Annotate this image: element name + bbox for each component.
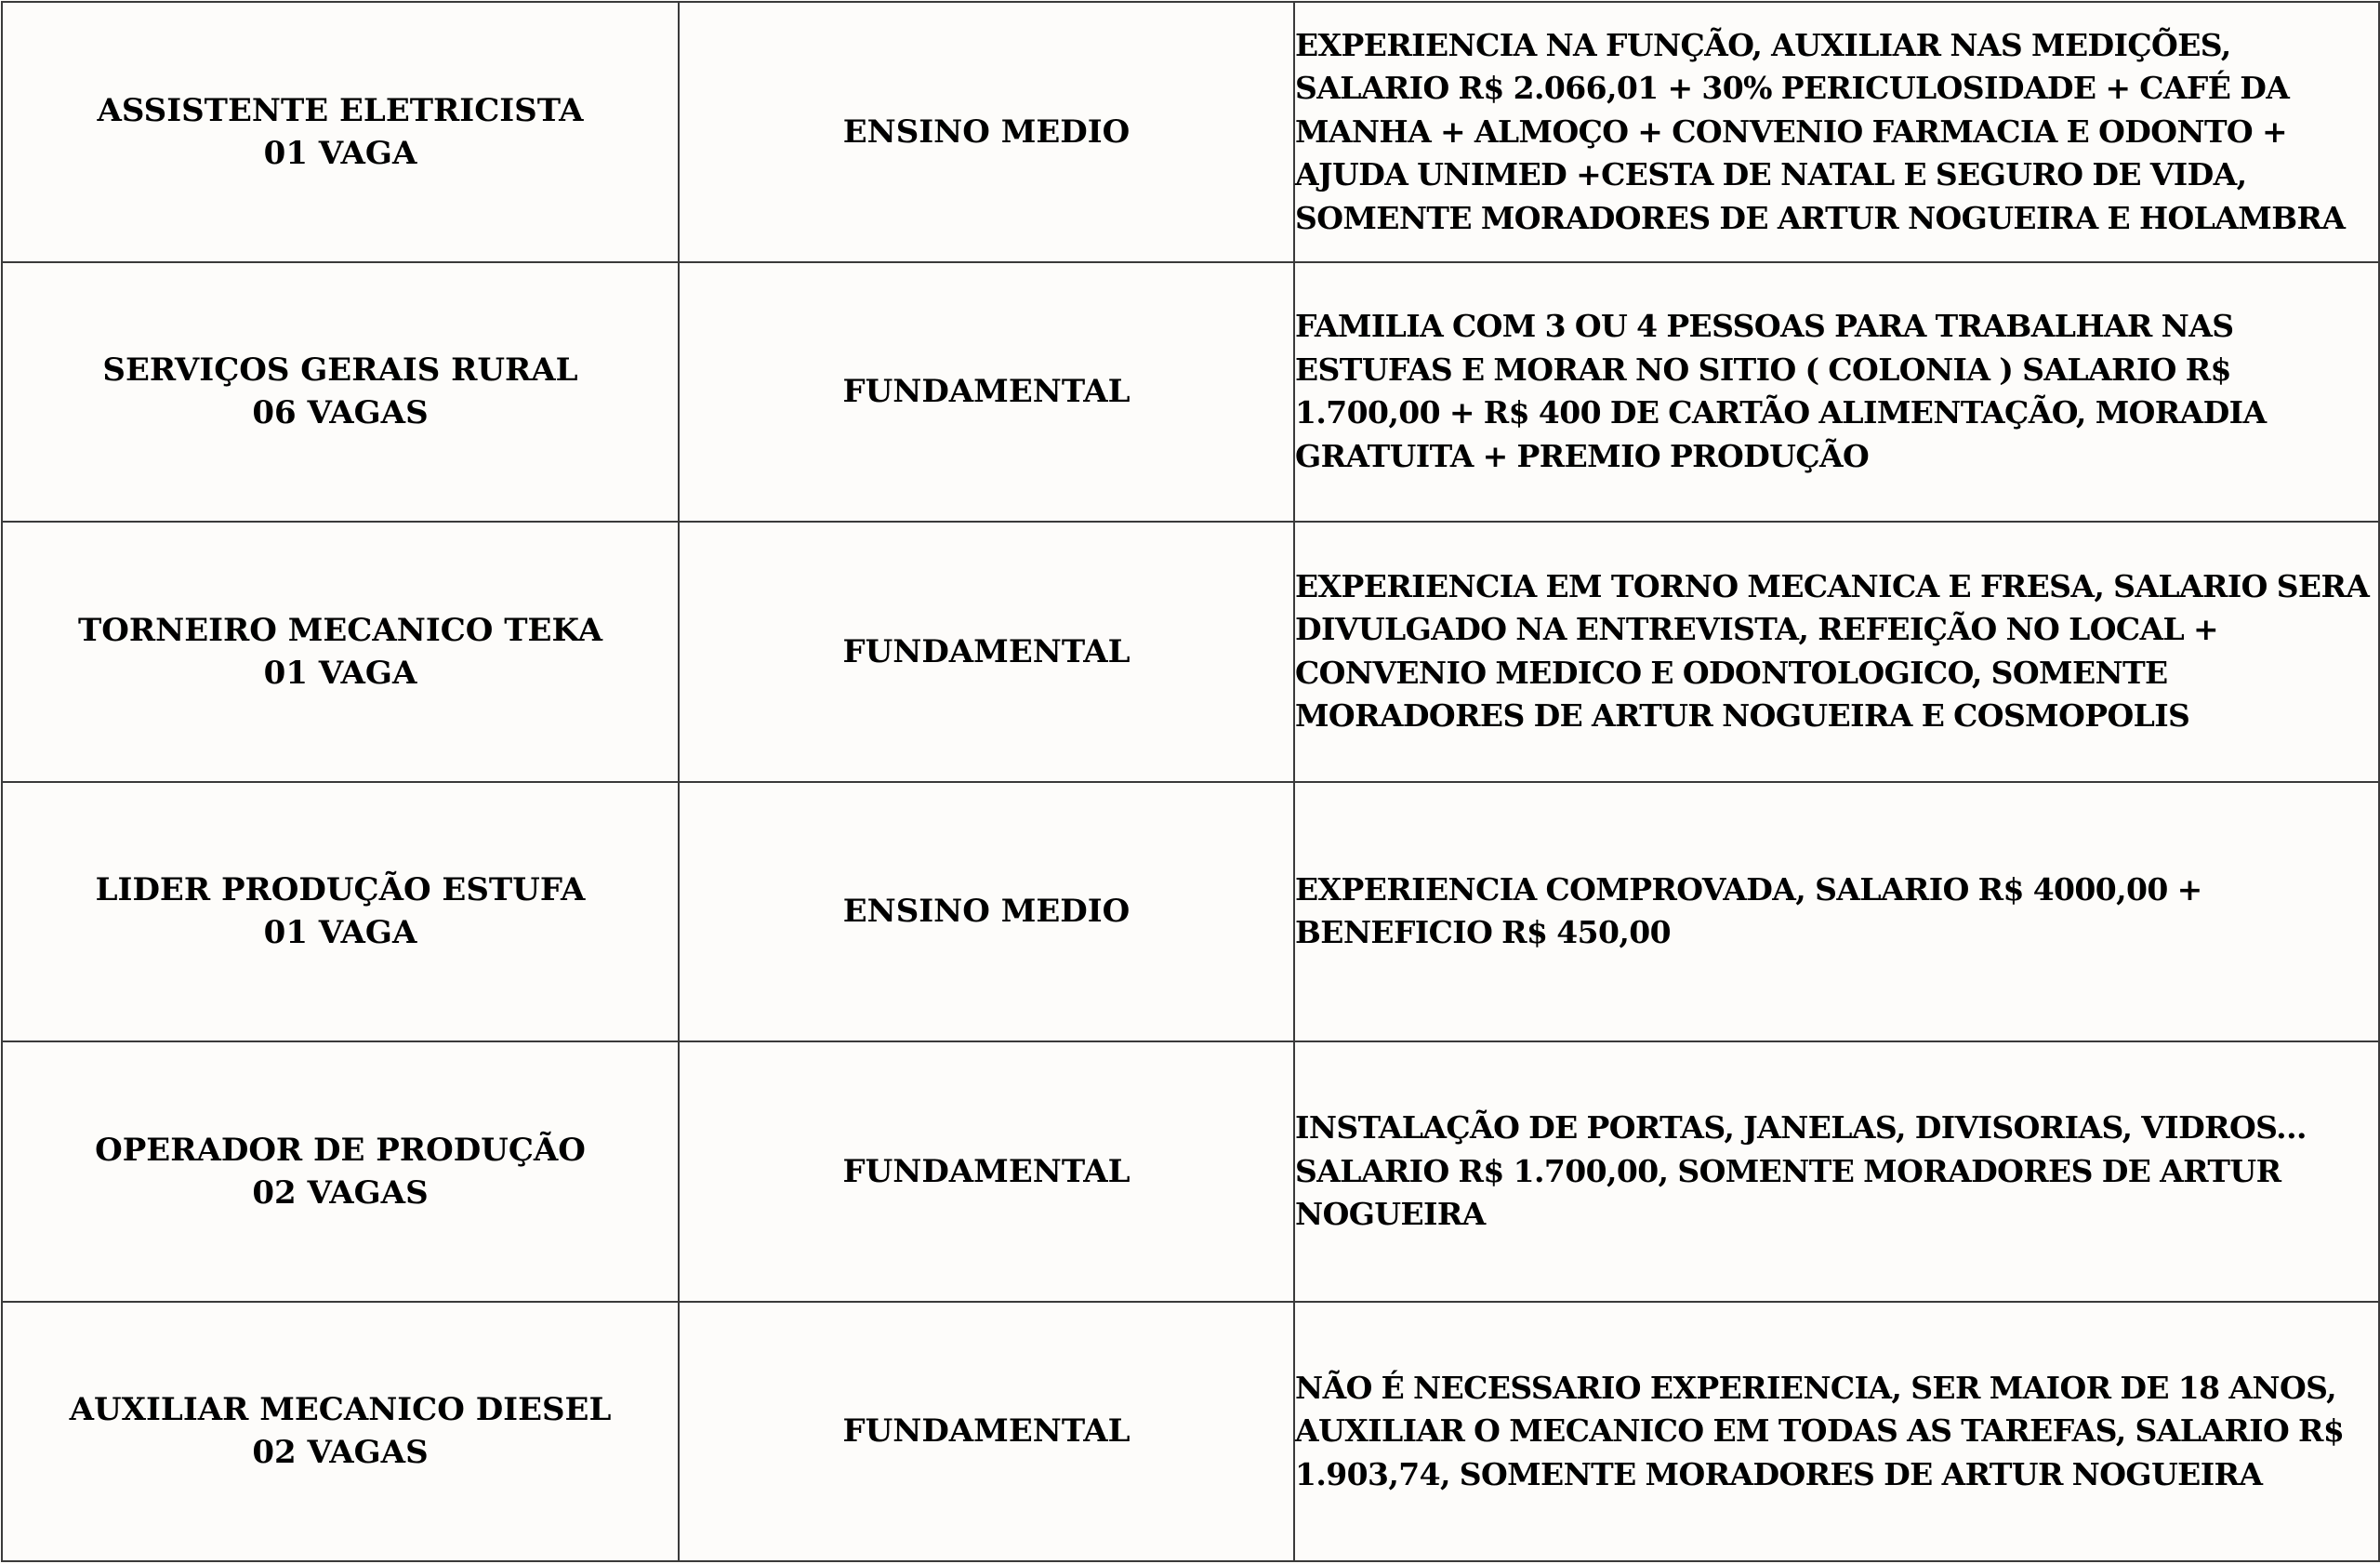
table-row bbox=[2, 522, 2379, 782]
job-description: FAMILIA COM 3 OU 4 PESSOAS PARA TRABALHAR NAS ESTUFAS E MORAR NO SITIO ( COLONIA ) SALARIO R$ 1.700,00 + R$ 400 DE CARTÃO ALIMENTAÇÃO, MORADIA GRATUITA + PREMIO PRODUÇÃO bbox=[1294, 262, 2379, 523]
education-level: FUNDAMENTAL bbox=[679, 1302, 1294, 1562]
job-title: ASSISTENTE ELETRICISTA bbox=[97, 91, 584, 129]
vacancy-count: 06 VAGAS bbox=[252, 394, 429, 432]
job-vacancies-table bbox=[1, 1, 2380, 1562]
education-level: FUNDAMENTAL bbox=[679, 1041, 1294, 1302]
job-description: INSTALAÇÃO DE PORTAS, JANELAS, DIVISORIAS, VIDROS... SALARIO R$ 1.700,00, SOMENTE MORADORES DE ARTUR NOGUEIRA bbox=[1294, 1041, 2379, 1302]
job-title-cell bbox=[2, 262, 679, 523]
education-level: FUNDAMENTAL bbox=[679, 522, 1294, 782]
vacancy-count: 01 VAGA bbox=[263, 914, 417, 952]
job-title-cell bbox=[2, 782, 679, 1042]
job-title: LIDER PRODUÇÃO ESTUFA bbox=[95, 871, 586, 909]
job-title: TORNEIRO MECANICO TEKA bbox=[77, 611, 603, 649]
education-level: ENSINO MEDIO bbox=[679, 2, 1294, 262]
education-level: ENSINO MEDIO bbox=[679, 782, 1294, 1042]
vacancy-count: 01 VAGA bbox=[263, 654, 417, 692]
vacancy-count: 02 VAGAS bbox=[252, 1173, 429, 1212]
vacancy-count: 02 VAGAS bbox=[252, 1434, 429, 1472]
education-level: FUNDAMENTAL bbox=[679, 262, 1294, 523]
job-title-cell bbox=[2, 522, 679, 782]
table-row bbox=[2, 2, 2379, 262]
job-title: OPERADOR DE PRODUÇÃO bbox=[95, 1131, 586, 1169]
table-row bbox=[2, 782, 2379, 1042]
job-description: EXPERIENCIA NA FUNÇÃO, AUXILIAR NAS MEDIÇÕES, SALARIO R$ 2.066,01 + 30% PERICULOSIDADE + CAFÉ DA MANHA + ALMOÇO + CONVENIO FARMACIA E ODONTO + AJUDA UNIMED +CESTA DE NATAL E SEGURO DE VIDA, SOMENTE MORADORES DE ARTUR NOGUEIRA E HOLAMBRA bbox=[1294, 2, 2379, 262]
table-row bbox=[2, 1041, 2379, 1302]
table-row bbox=[2, 1302, 2379, 1562]
job-title: AUXILIAR MECANICO DIESEL bbox=[69, 1391, 612, 1429]
table-row bbox=[2, 262, 2379, 523]
job-title-cell bbox=[2, 1041, 679, 1302]
job-description: NÃO É NECESSARIO EXPERIENCIA, SER MAIOR DE 18 ANOS, AUXILIAR O MECANICO EM TODAS AS TAREFAS, SALARIO R$ 1.903,74, SOMENTE MORADORES DE ARTUR NOGUEIRA bbox=[1294, 1302, 2379, 1562]
job-description: EXPERIENCIA EM TORNO MECANICA E FRESA, SALARIO SERA DIVULGADO NA ENTREVISTA, REFEIÇÃO NO LOCAL + CONVENIO MEDICO E ODONTOLOGICO, SOMENTE MORADORES DE ARTUR NOGUEIRA E COSMOPOLIS bbox=[1294, 522, 2379, 782]
job-title: SERVIÇOS GERAIS RURAL bbox=[102, 351, 578, 390]
job-description: EXPERIENCIA COMPROVADA, SALARIO R$ 4000,00 + BENEFICIO R$ 450,00 bbox=[1294, 782, 2379, 1042]
vacancy-count: 01 VAGA bbox=[263, 134, 417, 172]
job-title-cell bbox=[2, 2, 679, 262]
job-title-cell bbox=[2, 1302, 679, 1562]
